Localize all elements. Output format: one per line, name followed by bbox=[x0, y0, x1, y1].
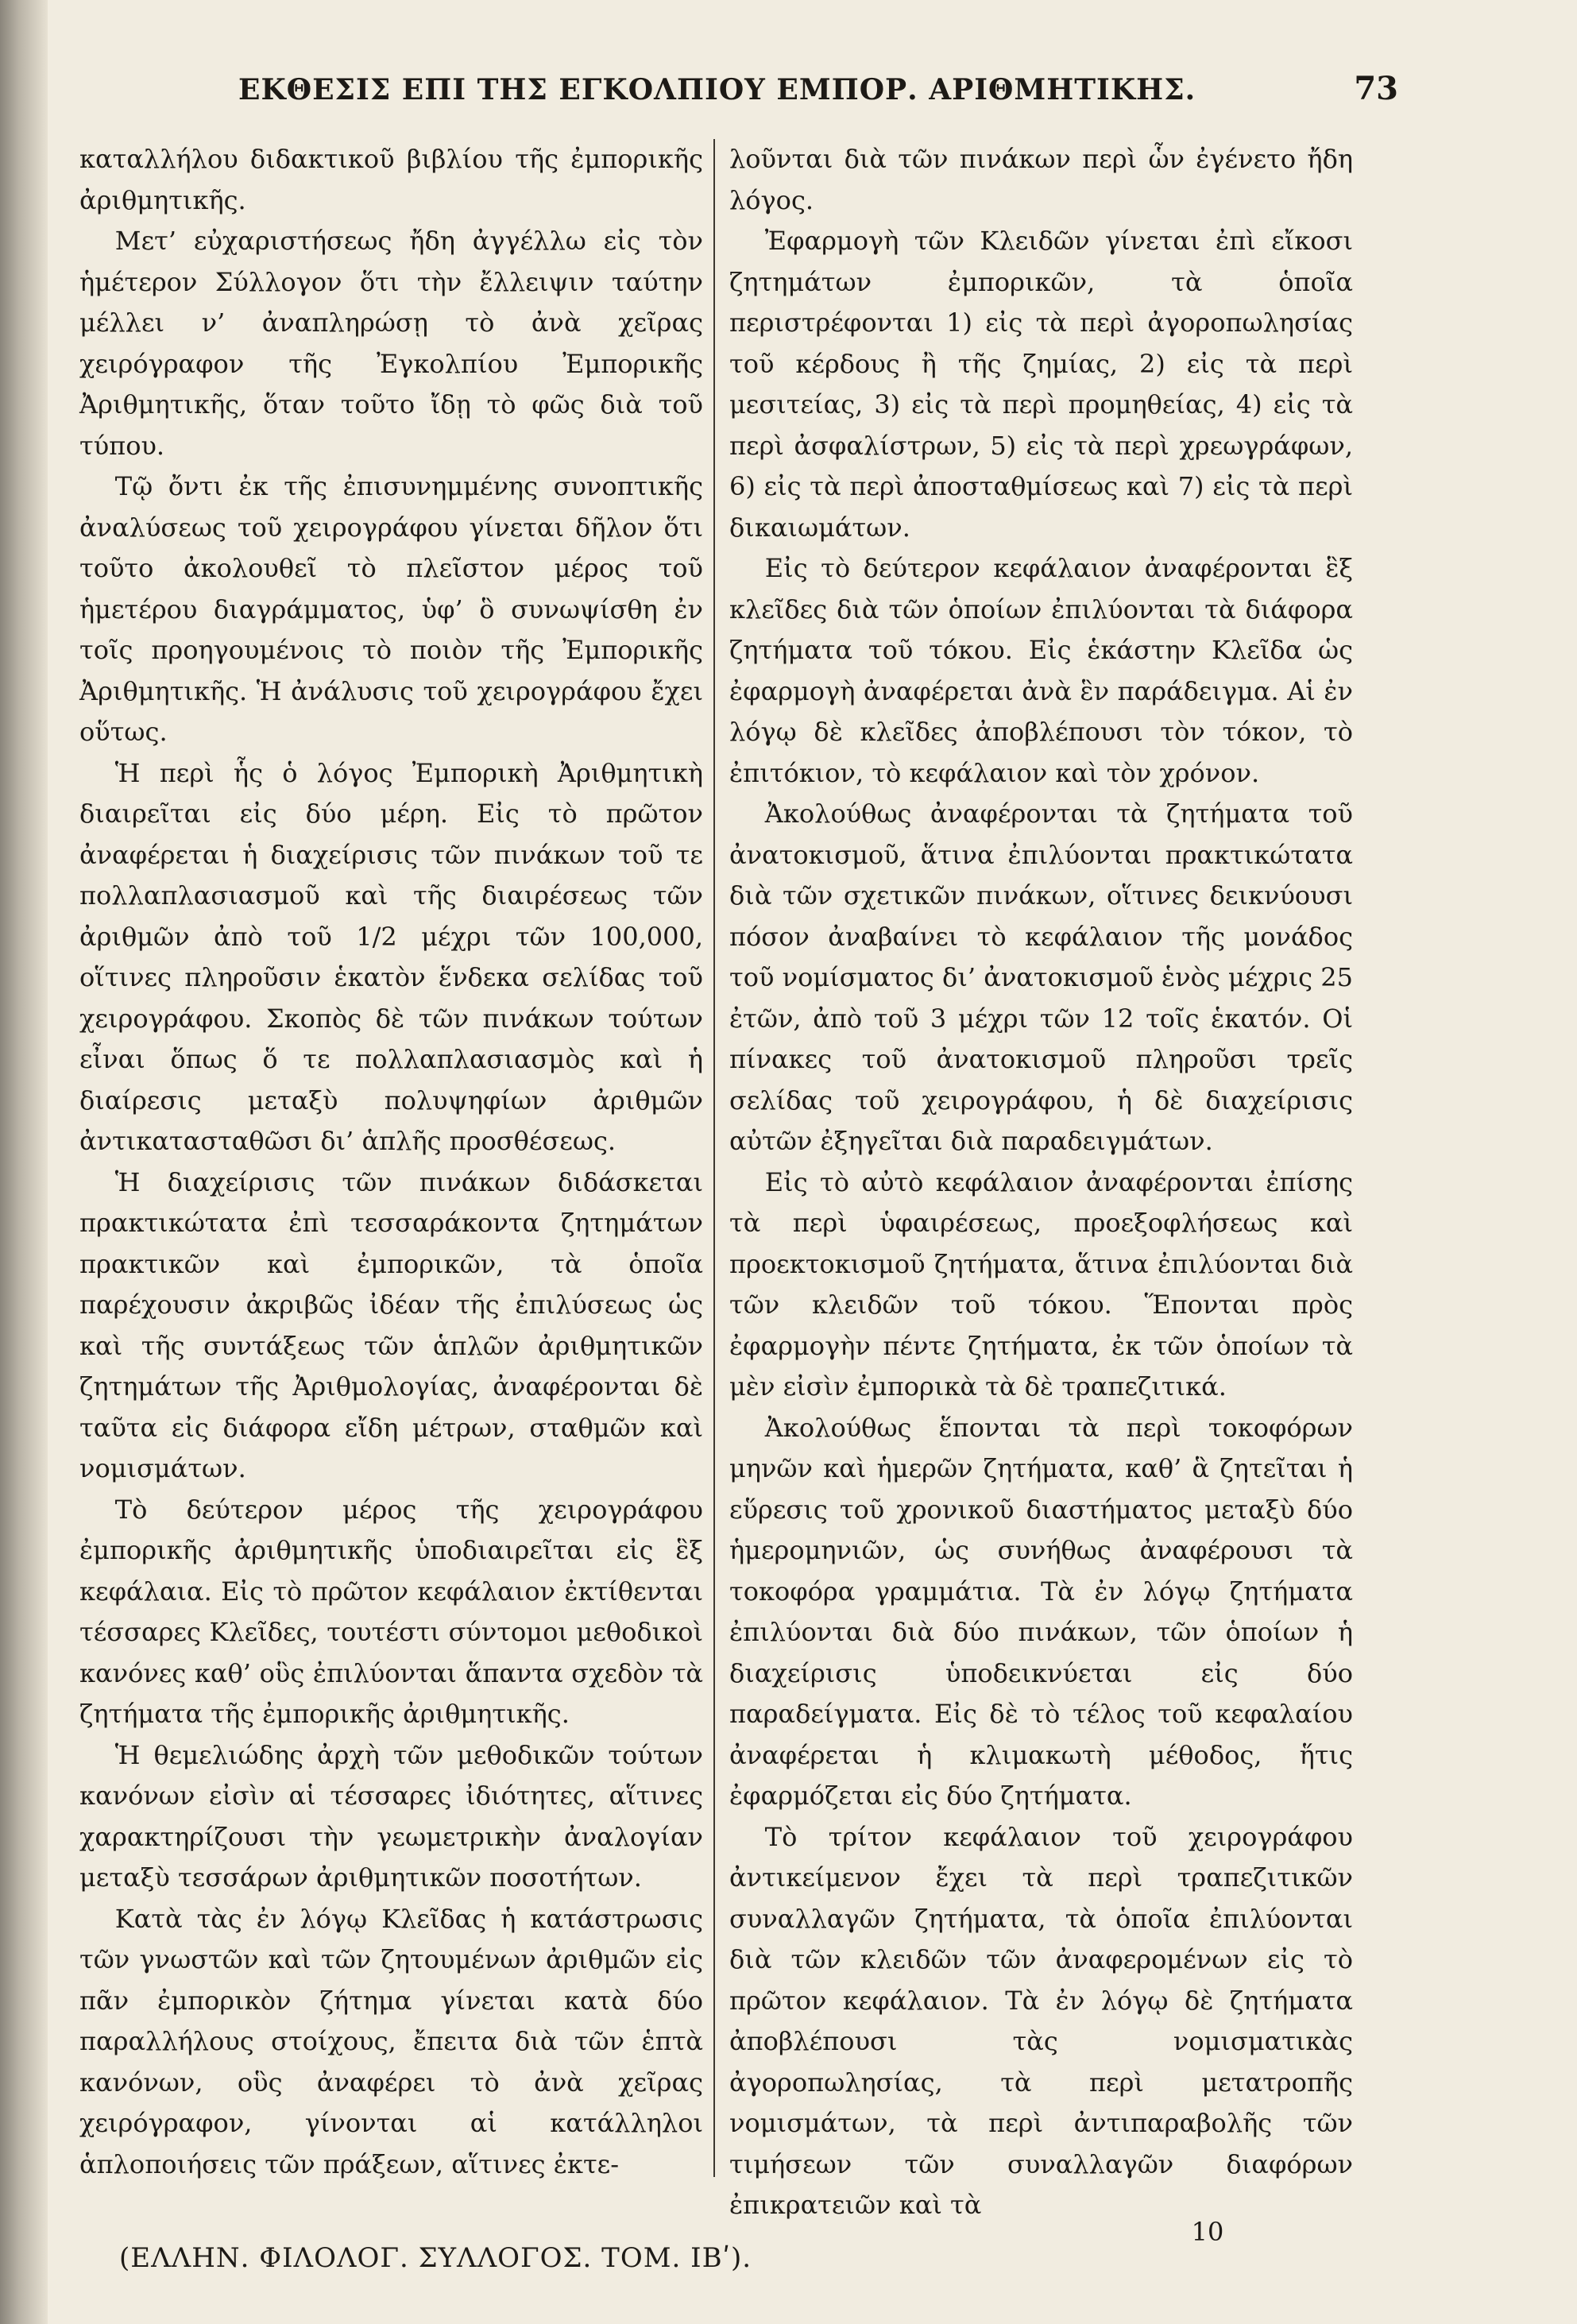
journal-footer: (ΕΛΛΗΝ. ΦΙΛΟΛΟΓ. ΣΥΛΛΟΓΟΣ. ΤΟΜ. ΙΒʹ). bbox=[119, 2242, 752, 2274]
paragraph: Ἐφαρμογὴ τῶν Κλειδῶν γίνεται ἐπὶ εἴκοσι ζητημάτων ἐμπορικῶν, τὰ ὁποῖα περιστρέφονται 1) εἰς τὰ περὶ ἀγοροπωλησίας τοῦ κέρδους ἢ τῆς ζημίας, 2) εἰς τὰ περὶ μεσιτείας, 3) εἰς τὰ περὶ προμηθείας, 4) εἰς τὰ περὶ ἀσφαλίστρων, 5) εἰς τὰ περὶ χρεωγράφων, 6) εἰς τὰ περὶ ἀποσταθμίσεως καὶ 7) εἰς τὰ περὶ δικαιωμάτων. bbox=[729, 226, 1353, 543]
paragraph: Τὸ δεύτερον μέρος τῆς χειρογράφου ἐμπορικῆς ἀριθμητικῆς ὑποδιαιρεῖται εἰς ἓξ κεφάλαια. Εἰς τὸ πρῶτον κεφάλαιον ἐκτίθενται τέσσαρες Κλεῖδες, τουτέστι σύντομοι μεθοδικοὶ κανόνες καθ’ οὓς ἐπιλύονται ἅπαντα σχεδὸν τὰ ζητήματα τῆς ἐμπορικῆς ἀριθμητικῆς. bbox=[79, 1494, 703, 1729]
paragraph: Κατὰ τὰς ἐν λόγῳ Κλεῖδας ἡ κατάστρωσις τῶν γνωστῶν καὶ τῶν ζητουμένων ἀριθμῶν εἰς πᾶν ἐμπορικὸν ζήτημα γίνεται κατὰ δύο παραλλήλους στοίχους, ἔπειτα διὰ τῶν ἑπτὰ κανόνων, οὓς ἀναφέρει τὸ ἀνὰ χεῖρας χειρόγραφον, γίνονται αἱ κατάλληλοι ἁπλοποιήσεις τῶν πράξεων, αἵτινες ἐκτε- bbox=[79, 1903, 703, 2179]
paragraph: Τὸ τρίτον κεφάλαιον τοῦ χειρογράφου ἀντικείμενον ἔχει τὰ περὶ τραπεζιτικῶν συναλλαγῶν ζητήματα, τὰ ὁποῖα ἐπιλύονται διὰ τῶν κλειδῶν τῶν ἀναφερομένων εἰς τὸ πρῶτον κεφάλαιον. Τὰ ἐν λόγῳ δὲ ζητήματα ἀποβλέπουσι τὰς νομισματικὰς ἀγοροπωλησίας, τὰ περὶ μετατροπῆς νομισμάτων, τὰ περὶ ἀντιπαραβολῆς τῶν τιμήσεων τῶν συναλλαγῶν διαφόρων ἐπικρατειῶν καὶ τὰ bbox=[729, 1821, 1353, 2220]
left-text-column bbox=[79, 139, 703, 2181]
running-header-title: ΕΚΘΕΣΙΣ ΕΠΙ ΤΗΣ ΕΓΚΟΛΠΙΟΥ ΕΜΠΟΡ. ΑΡΙΘΜΗΤΙΚΗΣ. bbox=[238, 73, 1196, 106]
paragraph: Μετ’ εὐχαριστήσεως ἤδη ἀγγέλλω εἰς τὸν ἡμέτερον Σύλλογον ὅτι τὴν ἔλλειψιν ταύτην μέλλει ν’ ἀναπληρώσῃ τὸ ἀνὰ χεῖρας χειρόγραφον τῆς Ἐγκολπίου Ἐμπορικῆς Ἀριθμητικῆς, ὅταν τοῦτο ἴδῃ τὸ φῶς διὰ τοῦ τύπου. bbox=[79, 226, 703, 461]
signature-mark: 10 bbox=[1191, 2217, 1224, 2247]
paragraph: Ἡ διαχείρισις τῶν πινάκων διδάσκεται πρακτικώτατα ἐπὶ τεσσαράκοντα ζητημάτων πρακτικῶν καὶ ἐμπορικῶν, τὰ ὁποῖα παρέχουσιν ἀκριβῶς ἰδέαν τῆς ἐπιλύσεως ὡς καὶ τῆς συντάξεως τῶν ἁπλῶν ἀριθμητικῶν ζητημάτων τῆς Ἀριθμολογίας, ἀναφέρονται δὲ ταῦτα εἰς διάφορα εἴδη μέτρων, σταθμῶν καὶ νομισμάτων. bbox=[79, 1166, 703, 1483]
paragraph: Ἡ θεμελιώδης ἀρχὴ τῶν μεθοδικῶν τούτων κανόνων εἰσὶν αἱ τέσσαρες ἰδιότητες, αἵτινες χαρακτηρίζουσι τὴν γεωμετρικὴν ἀναλογίαν μεταξὺ τεσσάρων ἀριθμητικῶν ποσοτήτων. bbox=[79, 1739, 703, 1893]
column-divider bbox=[713, 139, 715, 2177]
right-text-column bbox=[729, 139, 1353, 2220]
paragraph: Εἰς τὸ αὐτὸ κεφάλαιον ἀναφέρονται ἐπίσης τὰ περὶ ὑφαιρέσεως, προεξοφλήσεως καὶ προεκτοκισμοῦ ζητήματα, ἅτινα ἐπιλύονται διὰ τῶν κλειδῶν τοῦ τόκου. Ἕπονται πρὸς ἐφαρμογὴν πέντε ζητήματα, ἐκ τῶν ὁποίων τὰ μὲν εἰσὶν ἐμπορικὰ τὰ δὲ τραπεζιτικά. bbox=[729, 1166, 1353, 1402]
paragraph: Εἰς τὸ δεύτερον κεφάλαιον ἀναφέρονται ἓξ κλεῖδες διὰ τῶν ὁποίων ἐπιλύονται τὰ διάφορα ζητήματα τοῦ τόκου. Εἰς ἑκάστην Κλεῖδα ὡς ἐφαρμογὴ ἀναφέρεται ἀνὰ ἓν παράδειγμα. Αἱ ἐν λόγῳ δὲ κλεῖδες ἀποβλέπουσι τὸν τόκον, τὸ ἐπιτόκιον, τὸ κεφάλαιον καὶ τὸν χρόνον. bbox=[729, 553, 1353, 788]
paragraph: καταλλήλου διδακτικοῦ βιβλίου τῆς ἐμπορικῆς ἀριθμητικῆς. bbox=[79, 144, 703, 215]
binding-shadow bbox=[0, 0, 48, 2324]
paragraph: λοῦνται διὰ τῶν πινάκων περὶ ὧν ἐγένετο ἤδη λόγος. bbox=[729, 144, 1353, 215]
page-number: 73 bbox=[1354, 70, 1398, 107]
paragraph: Τῷ ὄντι ἐκ τῆς ἐπισυνημμένης συνοπτικῆς ἀναλύσεως τοῦ χειρογράφου γίνεται δῆλον ὅτι τοῦτο ἀκολουθεῖ τὸ πλεῖστον μέρος τοῦ ἡμετέρου διαγράμματος, ὑφ’ ὃ συνωψίσθη ἐν τοῖς προηγουμένοις τὸ ποιὸν τῆς Ἐμπορικῆς Ἀριθμητικῆς. Ἡ ἀνάλυσις τοῦ χειρογράφου ἔχει οὕτως. bbox=[79, 471, 703, 747]
paragraph: Ἡ περὶ ἧς ὁ λόγος Ἐμπορικὴ Ἀριθμητικὴ διαιρεῖται εἰς δύο μέρη. Εἰς τὸ πρῶτον ἀναφέρεται ἡ διαχείρισις τῶν πινάκων τοῦ τε πολλαπλασιασμοῦ καὶ τῆς διαιρέσεως τῶν ἀριθμῶν ἀπὸ τοῦ 1/2 μέχρι τῶν 100,000, οἵτινες πληροῦσιν ἑκατὸν ἕνδεκα σελίδας τοῦ χειρογράφου. Σκοπὸς δὲ τῶν πινάκων τούτων εἶναι ὅπως ὅ τε πολλαπλασιασμὸς καὶ ἡ διαίρεσις μεταξὺ πολυψηφίων ἀριθμῶν ἀντικατασταθῶσι δι’ ἁπλῆς προσθέσεως. bbox=[79, 757, 703, 1156]
paragraph: Ἀκολούθως ἕπονται τὰ περὶ τοκοφόρων μηνῶν καὶ ἡμερῶν ζητήματα, καθ’ ἃ ζητεῖται ἡ εὕρεσις τοῦ χρονικοῦ διαστήματος μεταξὺ δύο ἡμερομηνιῶν, ὡς συνήθως ἀναφέρουσι τὰ τοκοφόρα γραμμάτια. Τὰ ἐν λόγῳ ζητήματα ἐπιλύονται διὰ δύο πινάκων, τῶν ὁποίων ἡ διαχείρισις ὑποδεικνύεται εἰς δύο παραδείγματα. Εἰς δὲ τὸ τέλος τοῦ κεφαλαίου ἀναφέρεται ἡ κλιμακωτὴ μέθοδος, ἥτις ἐφαρμόζεται εἰς δύο ζητήματα. bbox=[729, 1412, 1353, 1811]
paragraph: Ἀκολούθως ἀναφέρονται τὰ ζητήματα τοῦ ἀνατοκισμοῦ, ἅτινα ἐπιλύονται πρακτικώτατα διὰ τῶν σχετικῶν πινάκων, οἵτινες δεικνύουσι πόσον ἀναβαίνει τὸ κεφάλαιον τῆς μονάδος τοῦ νομίσματος δι’ ἀνατοκισμοῦ ἑνὸς μέχρις 25 ἐτῶν, ἀπὸ τοῦ 3 μέχρι τῶν 12 τοῖς ἑκατόν. Οἱ πίνακες τοῦ ἀνατοκισμοῦ πληροῦσι τρεῖς σελίδας τοῦ χειρογράφου, ἡ δὲ διαχείρισις αὐτῶν ἐξηγεῖται διὰ παραδειγμάτων. bbox=[729, 799, 1353, 1156]
